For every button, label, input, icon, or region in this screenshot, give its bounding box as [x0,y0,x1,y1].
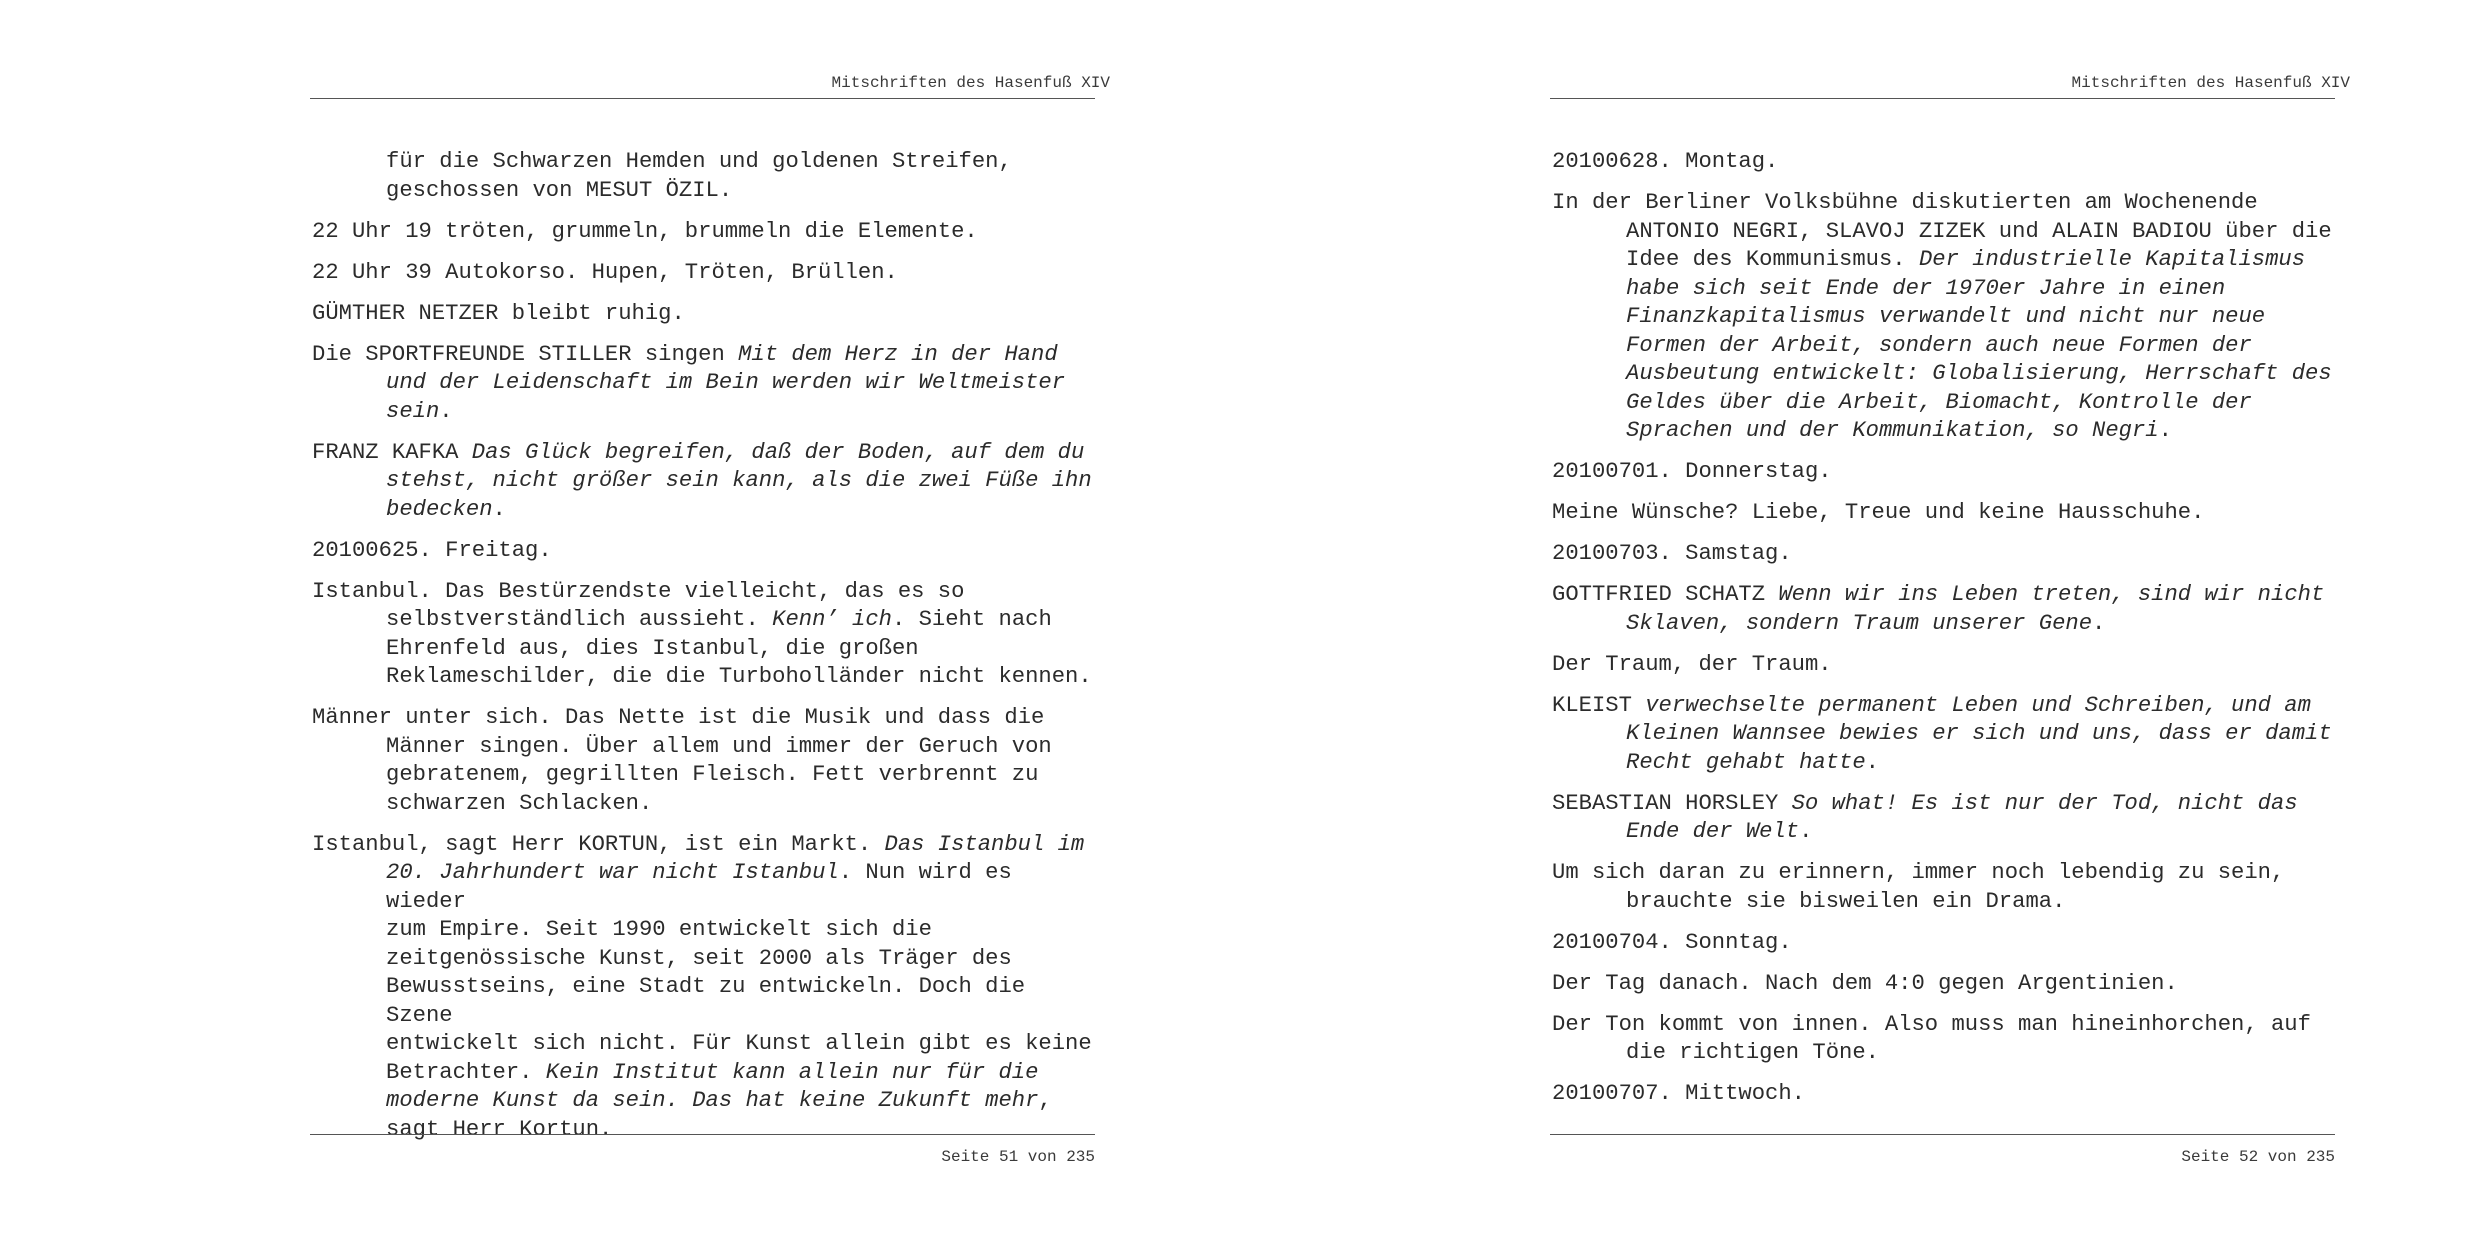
text-segment: . [1865,749,1879,775]
paragraph [312,439,1102,525]
text-segment: In der Berliner Volksbühne diskutierten am Wochenende ANTONIO NEGRI, SLAVOJ ZIZEK und ALAIN BADIOU über die Idee des Kommunismus. [1552,190,2332,272]
text-segment: KLEIST [1552,692,1646,718]
paragraph [312,148,1102,205]
page-number: Seite 51 von 235 [941,1148,1095,1166]
italic-text: Der industrielle Kapitalismus habe sich seit Ende der 1970er Jahre in einen Finanzkapitalismus verwandelt und nicht nur neue Formen der Arbeit, sondern auch neue Formen der Ausbeutung entwickelt: Globalisierung, Herrschaft des Geldes über die Arbeit, Biomacht, Kontrolle der Sprachen und der Kommunikation, so Negri [1626,247,2332,443]
text-segment: . [1799,819,1813,844]
italic-text: Das Istanbul im 20. Jahrhundert war nicht Istanbul [386,831,1085,885]
paragraph [1552,499,2342,528]
text-segment: Istanbul, sagt Herr KORTUN, ist ein Markt. [312,831,885,857]
text-segment: 20100707. Mittwoch. [1552,1081,1805,1106]
paragraph [1552,540,2342,569]
text-segment: Der Ton kommt von innen. Also muss man hineinhorchen, auf die richtigen Töne. [1552,1011,2311,1065]
text-segment: 20100704. Sonntag. [1552,929,1792,955]
text-segment: GOTTFRIED SCHATZ [1552,582,1779,607]
paragraph [1552,692,2342,778]
text-segment: . [492,496,506,522]
running-head: Mitschriften des Hasenfuß XIV [831,74,1110,92]
italic-text: Mit dem Herz in der Hand und der Leidenschaft im Bein werden wir Weltmeister sein [386,341,1066,424]
paragraph [1552,929,2342,958]
paragraph [1552,790,2342,847]
paragraph [312,300,1102,329]
paragraph [1552,189,2342,446]
italic-text: So what! Es ist nur der Tod, nicht das Ende der Welt [1626,790,2298,844]
running-head: Mitschriften des Hasenfuß XIV [2071,74,2350,92]
text-segment: 20100701. Donnerstag. [1552,459,1832,484]
text-segment: SEBASTIAN HORSLEY [1552,790,1792,816]
text-segment: GÜMTHER NETZER bleibt ruhig. [312,300,685,326]
text-segment: Um sich daran zu erinnern, immer noch lebendig zu sein, brauchte sie bisweilen ein Drama. [1552,860,2285,914]
text-segment: 22 Uhr 39 Autokorso. Hupen, Tröten, Brüllen. [312,259,898,285]
paragraph [1552,581,2342,638]
text-segment: . [2158,418,2172,443]
paragraph [1552,1011,2342,1068]
text-segment: Istanbul. Das Bestürzendste vielleicht, das es so selbstverständlich aussieht. [312,578,965,632]
paragraph [312,218,1102,247]
paragraph [312,578,1102,692]
paragraph [1552,651,2342,680]
paragraph [312,831,1102,1145]
header-rule [310,98,1095,99]
paragraph [1552,970,2342,999]
text-segment: Männer unter sich. Das Nette ist die Musik und dass die Männer singen. Über allem und immer der Geruch von gebratenem, gegrillten Fleisch. Fett verbrennt zu schwarzen Schlacken. [312,705,1052,816]
text-segment: . [439,398,453,424]
text-segment: FRANZ KAFKA [312,439,472,465]
paragraph [1552,458,2342,487]
italic-text: Das Glück begreifen, daß der Boden, auf dem du stehst, nicht größer sein kann, als die zwei Füße ihn bedecken [386,439,1092,522]
text-segment: , sagt Herr Kortun. [386,1088,1052,1142]
paragraph [312,341,1102,427]
text-segment: . Nun wird es wieder zum Empire. Seit 1990 entwickelt sich die zeitgenössische Kunst, seit 2000 als Träger des Bewusstseins, eine Stadt zu entwickeln. Doch die Szene entwickelt sich nicht. Für Kunst allein gibt es keine Betrachter. [386,860,1092,1085]
paragraph [312,537,1102,566]
page-body [312,148,1102,1157]
italic-text: Kenn’ ich [772,607,892,632]
page-number: Seite 52 von 235 [2181,1148,2335,1166]
page-body [1552,148,2342,1121]
footer-rule [310,1134,1095,1135]
header-rule [1550,98,2335,99]
text-segment: 20100703. Samstag. [1552,541,1792,566]
text-segment: . Sieht nach Ehrenfeld aus, dies Istanbul, die großen Reklameschilder, die die Turboholländer nicht kennen. [386,607,1092,689]
text-segment: Meine Wünsche? Liebe, Treue und keine Hausschuhe. [1552,500,2205,525]
text-segment: Der Traum, der Traum. [1552,651,1832,677]
text-segment: . [2092,610,2106,636]
text-segment: 22 Uhr 19 tröten, grummeln, brummeln die Elemente. [312,218,978,244]
italic-text: Wenn wir ins Leben treten, sind wir nicht Sklaven, sondern Traum unserer Gene [1626,582,2325,636]
text-segment: für die Schwarzen Hemden und goldenen Streifen, geschossen von MESUT ÖZIL. [386,149,1012,203]
italic-text: Kein Institut kann allein nur für die moderne Kunst da sein. Das hat keine Zukunft mehr [386,1059,1039,1113]
paragraph [312,259,1102,288]
text-segment: 20100628. Montag. [1552,149,1779,174]
italic-text: verwechselte permanent Leben und Schreiben, und am Kleinen Wannsee bewies er sich und uns, dass er damit Recht gehabt hatte [1626,692,2332,775]
text-segment: Der Tag danach. Nach dem 4:0 gegen Argentinien. [1552,970,2178,996]
paragraph [1552,1080,2342,1109]
footer-rule [1550,1134,2335,1135]
paragraph [1552,148,2342,177]
paragraph [312,704,1102,818]
text-segment: Die SPORTFREUNDE STILLER singen [312,341,739,367]
paragraph [1552,859,2342,916]
left-page [310,0,1110,1240]
text-segment: 20100625. Freitag. [312,537,552,563]
right-page [1550,0,2350,1240]
